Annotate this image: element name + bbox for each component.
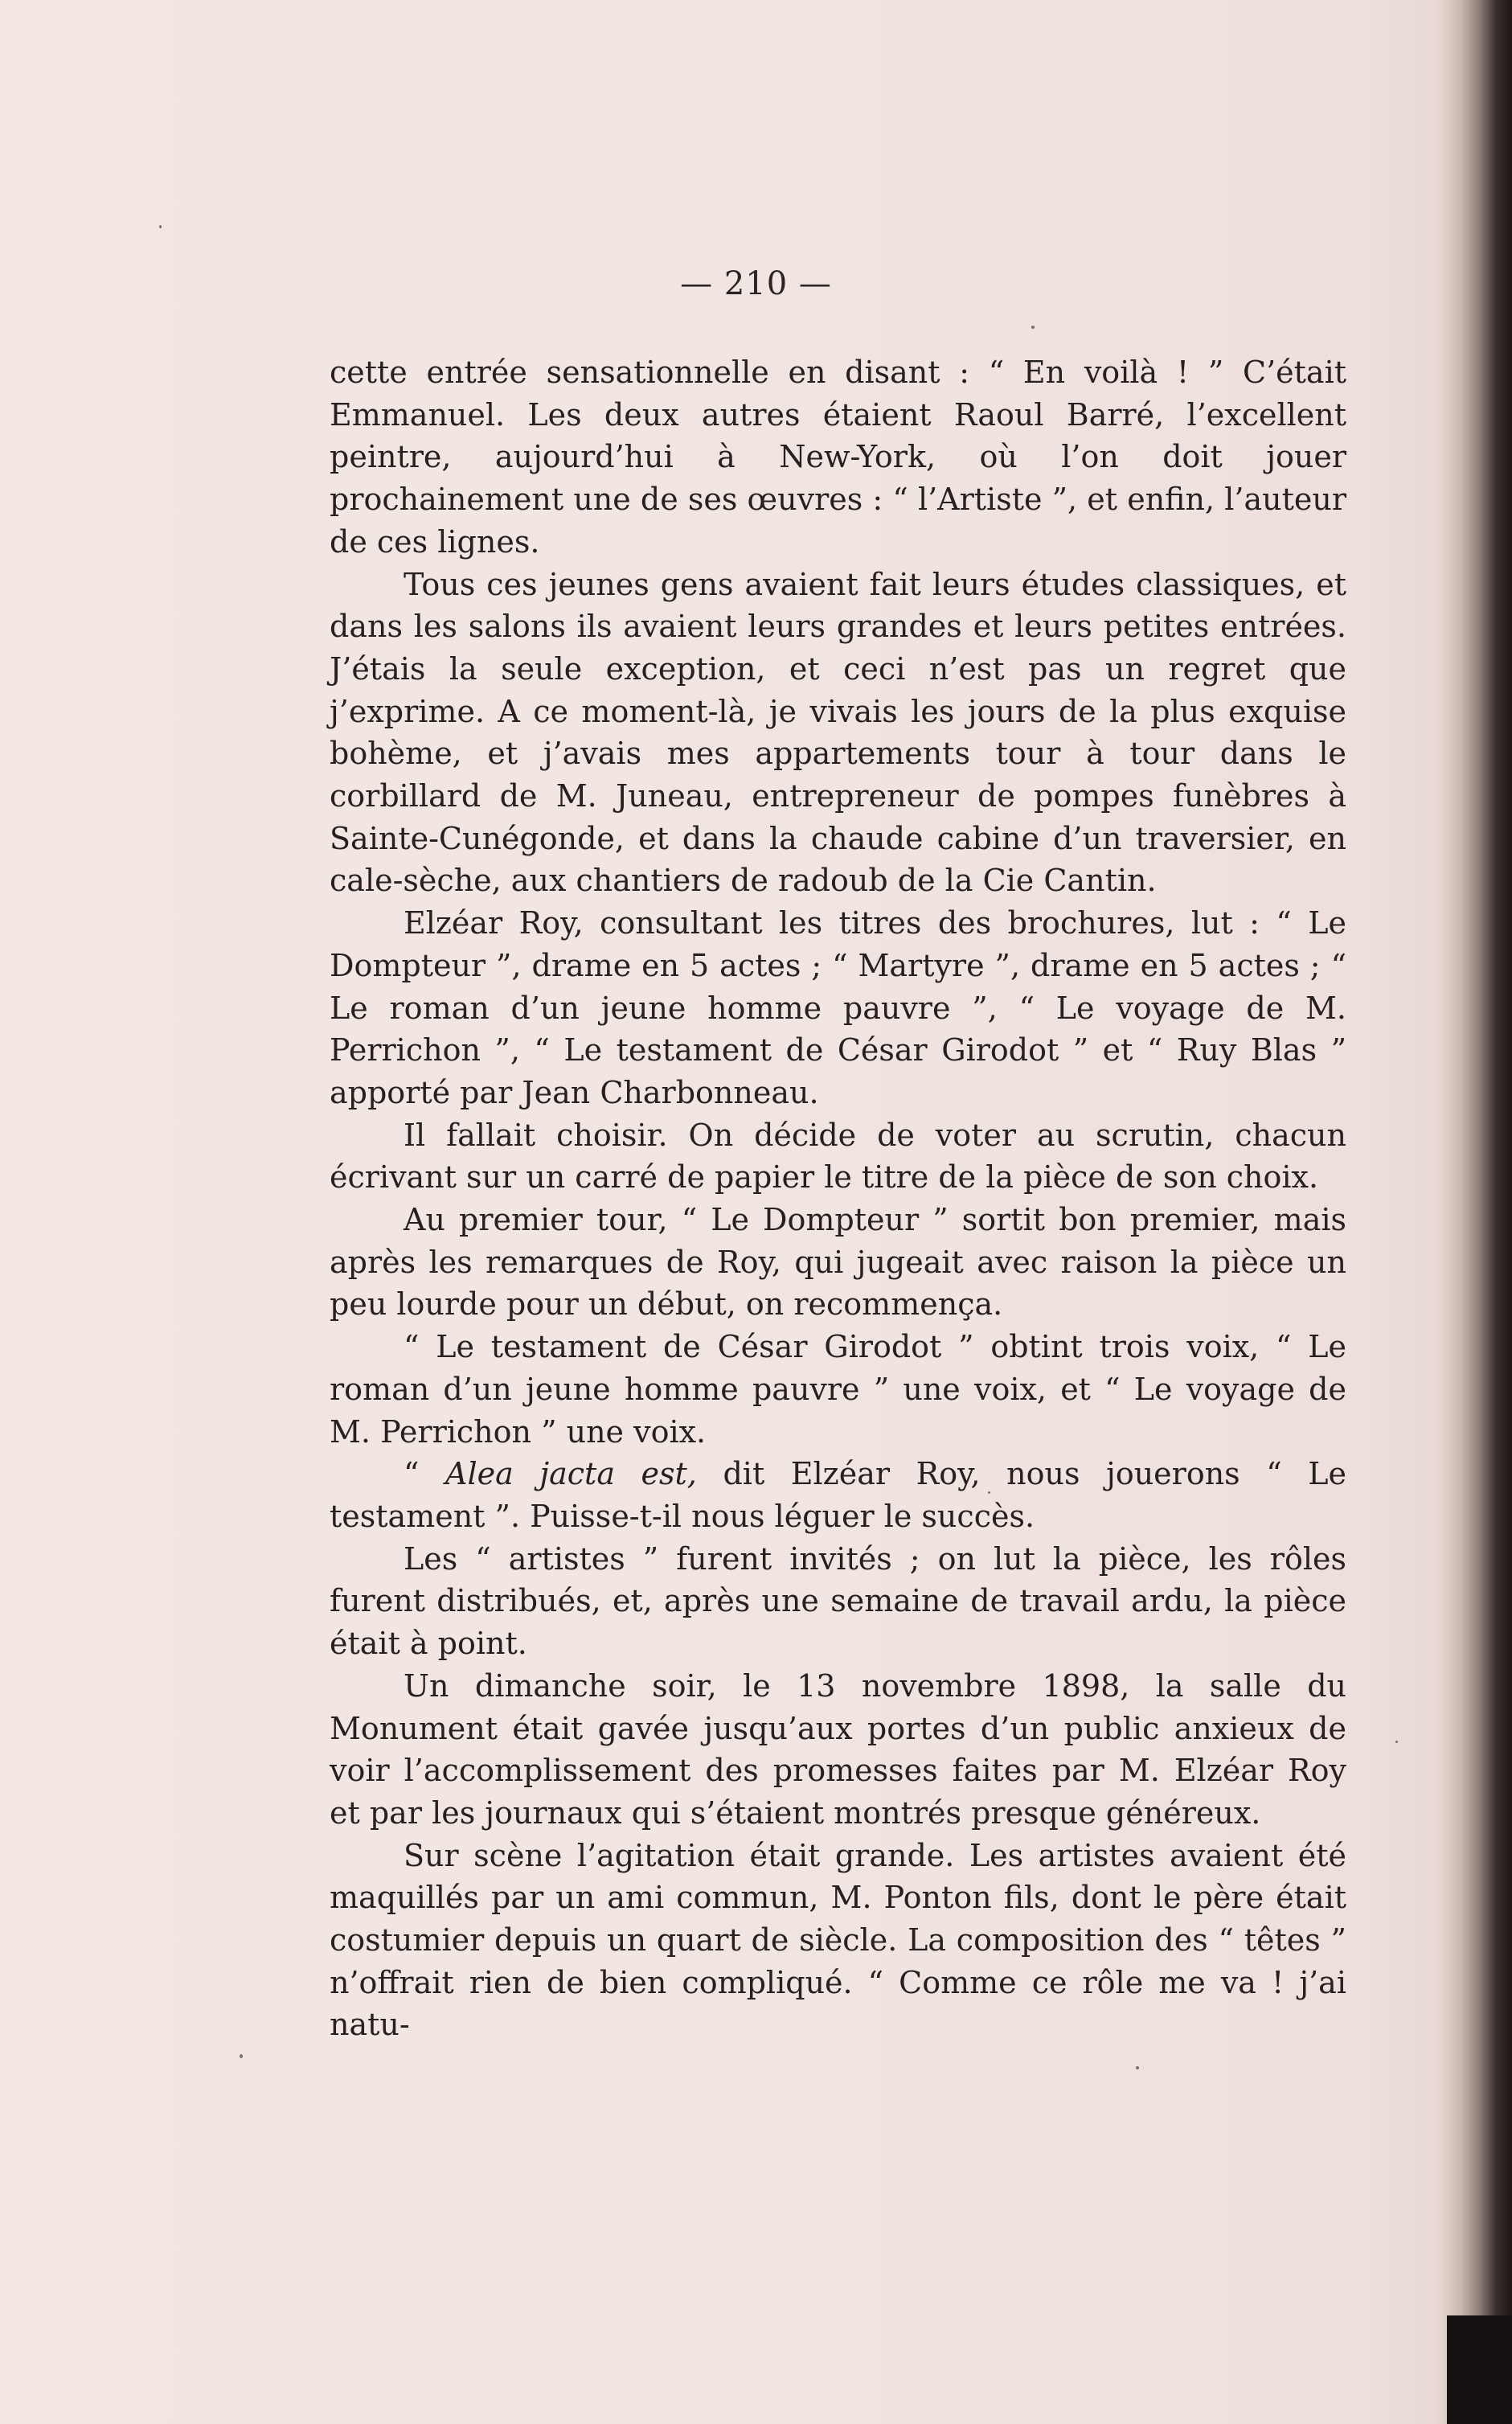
paper-speck (1395, 1741, 1398, 1743)
paragraph: Elzéar Roy, consultant les titres des brochures, lut : “ Le Dompteur ”, drame en 5 actes ; “ Martyre ”, drame en 5 actes ; “ Le roman d’un jeune homme pauvre ”, “ Le voyage de M. Perrichon ”, “ Le testament de César Girodot ” et “ Ruy Blas ” apporté par Jean Charbonneau. (330, 905, 1346, 1110)
paragraph: Tous ces jeunes gens avaient fait leurs études classiques, et dans les salons ils avaient leurs grandes et leurs petites entrées. J’étais la seule exception, et ceci n’est pas un regret que j’exprime. A ce moment-là, je vivais les jours de la plus exquise bohème, et j’avais mes appartements tour à tour dans le corbillard de M. Juneau, entrepreneur de pompes funèbres à Sainte-Cunégonde, et dans la chaude cabine d’un traversier, en cale-sèche, aux chantiers de radoub de la Cie Cantin. (330, 566, 1346, 899)
paragraph: Les “ artistes ” furent invités ; on lut la pièce, les rôles furent distribués, et, après une semaine de travail ardu, la pièce était à point. (330, 1540, 1346, 1662)
body-text (330, 351, 1346, 2046)
page-number: — 210 — (680, 265, 832, 302)
latin-phrase: Alea jacta est, (445, 1456, 697, 1492)
paper-speck (1031, 326, 1035, 329)
quote-mark: “ (404, 1456, 446, 1492)
paragraph: Sur scène l’agitation était grande. Les artistes avaient été maquillés par un ami commun, M. Ponton fils, dont le père était costumier depuis un quart de siècle. La composition des “ têtes ” n’offrait rien de bien compliqué. “ Comme ce rôle me va ! j’ai natu- (330, 1837, 1346, 2043)
paper-speck (159, 225, 162, 228)
paragraph: Il fallait choisir. On décide de voter au scrutin, chacun écrivant sur un carré de papier le titre de la pièce de son choix. (330, 1117, 1346, 1196)
paragraph-rest: dit Elzéar Roy, nous jouerons “ Le testament ”. Puisse-t-il nous léguer le succès. (330, 1456, 1346, 1534)
paper-speck (1136, 2066, 1139, 2069)
paper-speck (240, 2054, 243, 2058)
paragraph: cette entrée sensationnelle en disant : “ En voilà ! ” C’était Emmanuel. Les deux autres étaient Raoul Barré, l’excellent peintre, aujourd’hui à New-York, où l’on doit jouer prochainement une de ses œuvres : “ l’Artiste ”, et enfin, l’auteur de ces lignes. (330, 355, 1346, 560)
paragraph: “ Le testament de César Girodot ” obtint trois voix, “ Le roman d’un jeune homme pauvre ” une voix, et “ Le voyage de M. Perrichon ” une voix. (330, 1329, 1346, 1450)
paragraph: Un dimanche soir, le 13 novembre 1898, la salle du Monument était gavée jusqu’aux portes d’un public anxieux de voir l’accomplissement des promesses faites par M. Elzéar Roy et par les journaux qui s’étaient montrés presque généreux. (330, 1667, 1346, 1831)
book-binding-edge (1439, 0, 1512, 2424)
paragraph (330, 1453, 1346, 1537)
paragraph: Au premier tour, “ Le Dompteur ” sortit bon premier, mais après les remarques de Roy, qui jugeait avec raison la pièce un peu lourde pour un début, on recommença. (330, 1202, 1346, 1323)
binding-shadow (1447, 2315, 1512, 2424)
